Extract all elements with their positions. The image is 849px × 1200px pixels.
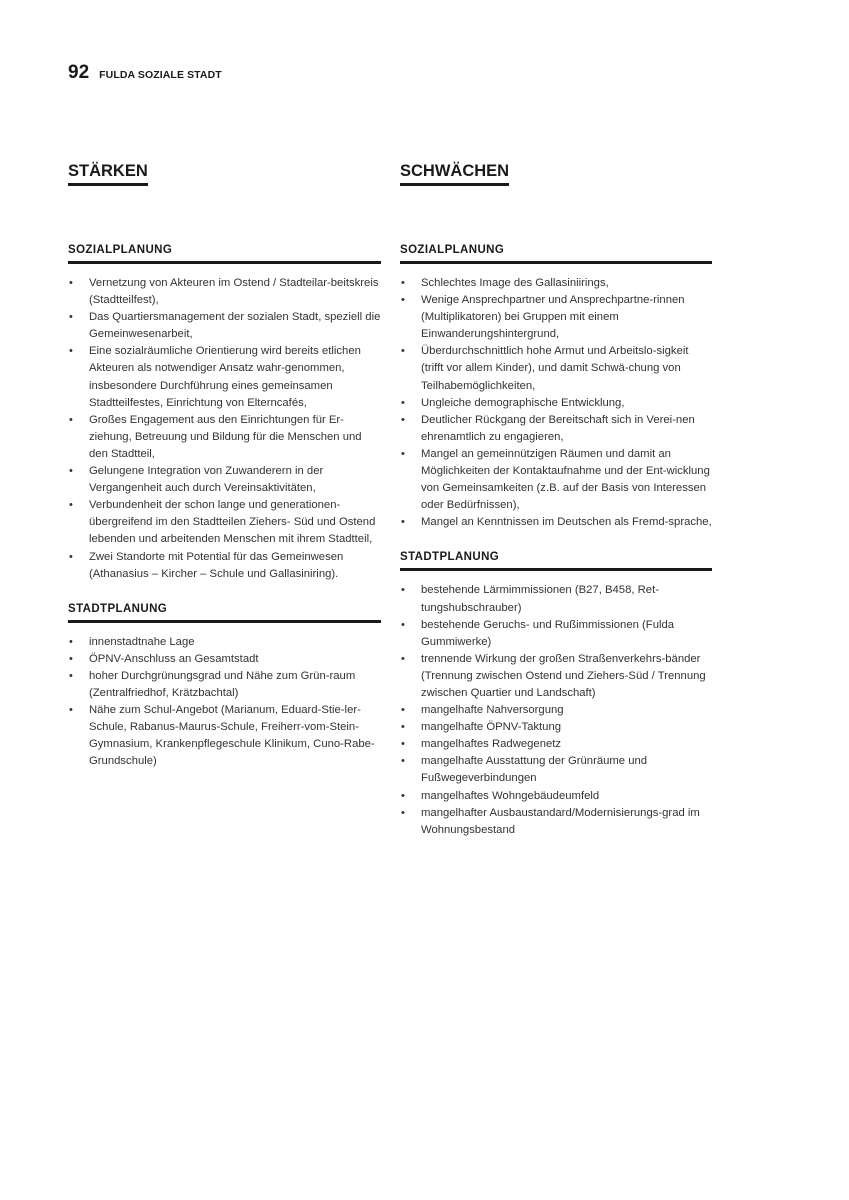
weaknesses-urban-list [400,582,712,838]
list-item: • Mangel an gemeinnützigen Räumen und damit an Möglichkeiten der Kontaktaufnahme und der Ent-wicklung von Gemeinsamkeiten (z.B. auf der Basis von Interessen oder Bedürfnissen), [400,446,712,514]
weaknesses-social-section [400,243,712,531]
list-item: • mangelhafte ÖPNV-Taktung [400,719,712,736]
list-item: • Ungleiche demographische Entwicklung, [400,395,712,412]
list-item: • Verbundenheit der schon lange und generationen-übergreifend im den Stadtteilen Ziehers- Süd und Ostend lebenden und arbeitenden Menschen mit ihrem Stadtteil, [68,497,381,548]
page-header [68,62,222,84]
weaknesses-column [400,160,712,839]
strengths-social-heading: SOZIALPLANUNG [68,243,381,264]
list-item: • mangelhaftes Radwegenetz [400,736,712,753]
strengths-urban-section [68,602,381,771]
list-item: • Mangel an Kenntnissen im Deutschen als Fremd-sprache, [400,514,712,531]
list-item: • mangelhafter Ausbaustandard/Modernisierungs-grad im Wohnungsbestand [400,805,712,839]
list-item: • ÖPNV-Anschluss an Gesamtstadt [68,651,381,668]
weaknesses-urban-heading: STADTPLANUNG [400,550,712,571]
page-number: 92 [68,62,90,83]
list-item: • trennende Wirkung der großen Straßenverkehrs-bänder (Trennung zwischen Ostend und Ziehers-Süd / Trennung zwischen Quartier und Landschaft) [400,651,712,702]
list-item: • Wenige Ansprechpartner und Ansprechpartne-rinnen (Multiplikatoren) bei Gruppen mit einem Einwanderungshintergrund, [400,292,712,343]
list-item: • Gelungene Integration von Zuwanderern in der Vergangenheit auch durch Vereinsaktivitäten, [68,463,381,497]
list-item: • Eine sozialräumliche Orientierung wird bereits etlichen Akteuren als notwendiger Ansatz wahr-genommen, insbesondere Durchführung eines gemeinsamen Stadtteilfestes, Einrichtung von Elterncafés, [68,343,381,411]
list-item: • Großes Engagement aus den Einrichtungen für Er-ziehung, Betreuung und Bildung für die Menschen und den Stadtteil, [68,412,381,463]
list-item: • Überdurchschnittlich hohe Armut und Arbeitslo-sigkeit (trifft vor allem Kinder), und damit Schwä-chung von Teilhabemöglichkeiten, [400,343,712,394]
weaknesses-urban-section [400,550,712,838]
list-item: • mangelhaftes Wohngebäudeumfeld [400,788,712,805]
list-item: • Zwei Standorte mit Potential für das Gemeinwesen (Athanasius – Kircher – Schule und Gallasiniring). [68,549,381,583]
strengths-column [68,160,381,770]
strengths-urban-heading: STADTPLANUNG [68,602,381,623]
list-item: • mangelhafte Ausstattung der Grünräume und Fußwegeverbindungen [400,753,712,787]
list-item: • Schlechtes Image des Gallasiniirings, [400,275,712,292]
weaknesses-title: SCHWÄCHEN [400,160,509,186]
list-item: • Das Quartiersmanagement der sozialen Stadt, speziell die Gemeinwesenarbeit, [68,309,381,343]
list-item: • mangelhafte Nahversorgung [400,702,712,719]
running-title: FULDA SOZIALE STADT [99,69,222,81]
strengths-social-section [68,243,381,583]
weaknesses-social-list [400,275,712,531]
list-item: • innenstadtnahe Lage [68,634,381,651]
list-item: • bestehende Geruchs- und Rußimmissionen (Fulda Gummiwerke) [400,617,712,651]
strengths-social-list [68,275,381,583]
strengths-title: STÄRKEN [68,160,148,186]
strengths-urban-list [68,634,381,771]
list-item: • Nähe zum Schul-Angebot (Marianum, Eduard-Stie-ler-Schule, Rabanus-Maurus-Schule, Freiherr-vom-Stein-Gymnasium, Krankenpflegeschule Klinikum, Cuno-Rabe-Grundschule) [68,702,381,770]
list-item: • Deutlicher Rückgang der Bereitschaft sich in Verei-nen ehrenamtlich zu engagieren, [400,412,712,446]
list-item: • Vernetzung von Akteuren im Ostend / Stadteilar-beitskreis (Stadtteilfest), [68,275,381,309]
list-item: • hoher Durchgrünungsgrad und Nähe zum Grün-raum (Zentralfriedhof, Krätzbachtal) [68,668,381,702]
list-item: • bestehende Lärmimmissionen (B27, B458, Ret-tungshubschrauber) [400,582,712,616]
weaknesses-social-heading: SOZIALPLANUNG [400,243,712,264]
